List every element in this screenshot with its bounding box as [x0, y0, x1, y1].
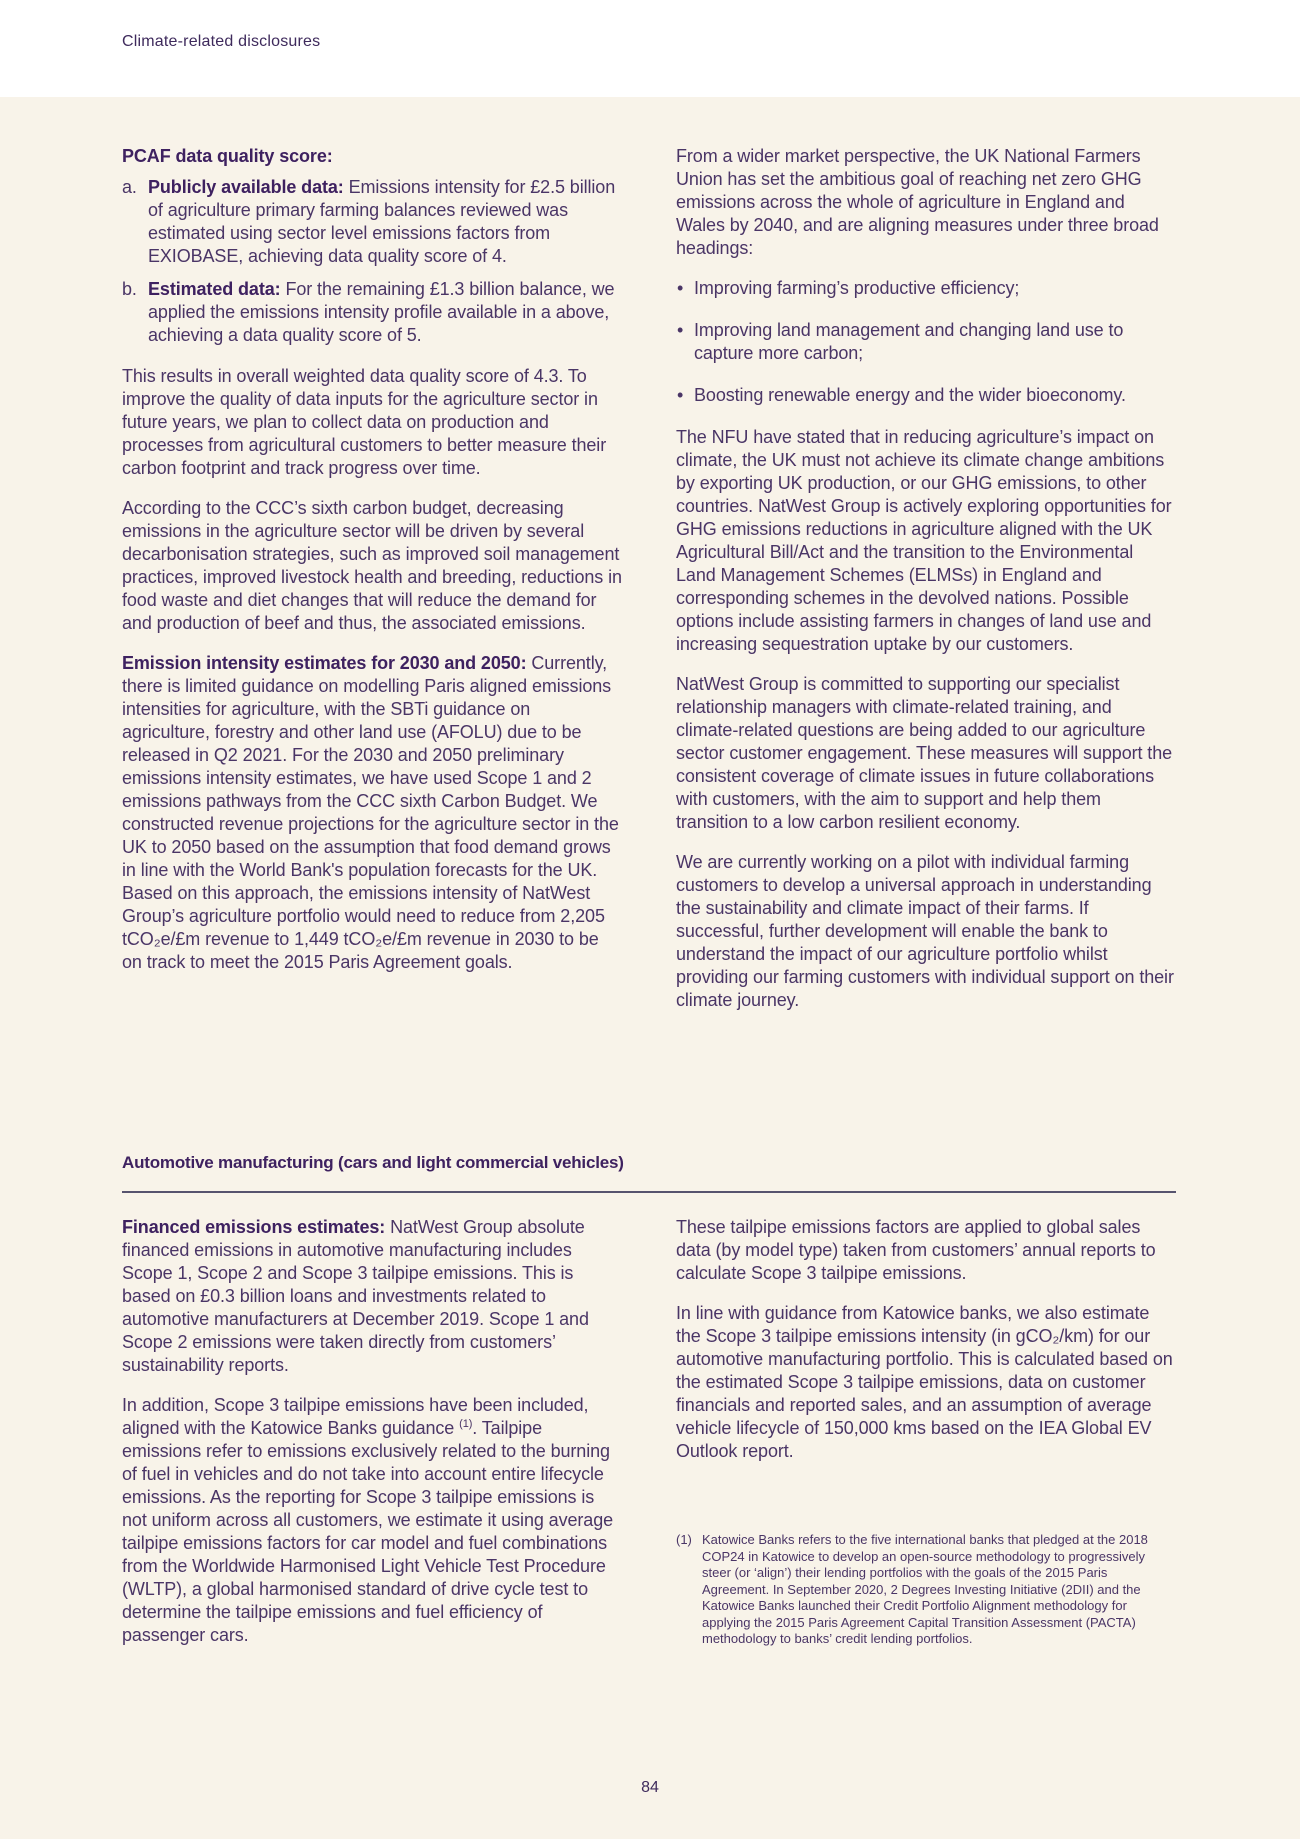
bullet-item: • Improving land management and changing land use to capture more carbon; [676, 319, 1176, 365]
footnote-reference: (1) [459, 1418, 473, 1430]
pcaf-heading: PCAF data quality score: [122, 146, 333, 166]
paragraph-text: Currently, there is limited guidance on modelling Paris aligned emissions intensities for agriculture, with the SBTi guidance on agriculture, forestry and other land use (AFOLU) due to be released in Q2 2021. For the 2030 and 2050 preliminary emissions intensity estimates, we have used Scope 1 and 2 emissions pathways from the CCC sixth Carbon Budget. We constructed revenue projections for the agriculture sector in the UK to 2050 based on the assumption that food demand grows in line with the World Bank's population forecasts for the UK. Based on this approach, the emissions intensity of NatWest Group’s agriculture portfolio would need to reduce from 2,205 tCO₂e/£m revenue to 1,449 tCO₂e/£m revenue in 2030 to be on track to meet the 2015 Paris Agreement goals. [122, 653, 619, 972]
bullet-item: • Boosting renewable energy and the wider bioeconomy. [676, 384, 1176, 407]
list-marker: a. [122, 177, 137, 197]
page-header-title: Climate-related disclosures [122, 33, 321, 50]
left-column [122, 145, 622, 1012]
list-item-a [122, 176, 622, 268]
section-agriculture [122, 145, 1176, 1012]
paragraph-text: In addition, Scope 3 tailpipe emissions have been included, aligned with the Katowice Banks guidance [122, 1395, 589, 1438]
paragraph-text: . Tailpipe emissions refer to emissions exclusively related to the burning of fuel in vehicles and do not take into account entire lifecycle emissions. As the reporting for Scope 3 tailpipe emissions is not uniform across all customers, we estimate it using average tailpipe emissions factors for car model and fuel combinations from the Worldwide Harmonised Light Vehicle Test Procedure (WLTP), a global harmonised standard of drive cycle test to determine the tailpipe emissions and fuel efficiency of passenger cars. [122, 1418, 614, 1645]
paragraph [122, 365, 622, 480]
paragraph-text: This results in overall weighted data quality score of 4.3. To improve the quality of data inputs for the agriculture sector in future years, we plan to collect data on production and processes from agricultural customers to better measure their carbon footprint and track progress over time. [122, 366, 607, 478]
list-item-lead: Publicly available data: [148, 177, 344, 197]
left-column [122, 1216, 622, 1647]
paragraph: We are currently working on a pilot with individual farming customers to develop a universal approach in understanding the sustainability and climate impact of their farms. If successful, further development will enable the bank to understand the impact of our agriculture portfolio whilst providing our farming customers with individual support on their climate journey. [676, 852, 1174, 1010]
list-item-b [122, 278, 622, 347]
footnote-text: Katowice Banks refers to the five international banks that pledged at the 2018 COP24 in Katowice to develop an open-source methodology to progressively steer (or ‘align’) their lending portfolios with the goals of the 2015 Paris Agreement. In September 2020, 2 Degrees Investing Initiative (2DII) and the Katowice Banks launched their Credit Portfolio Alignment methodology for applying the 2015 Paris Agreement Capital Transition Assessment (PACTA) methodology to banks’ credit lending portfolios. [702, 1532, 1148, 1646]
list-marker: b. [122, 279, 137, 299]
footnote [676, 1532, 1154, 1648]
paragraph [122, 652, 622, 974]
bullet-item: • Improving farming’s productive efficiency; [676, 277, 1176, 300]
paragraph-lead: Emission intensity estimates for 2030 and 2050: [122, 653, 527, 673]
paragraph-text: According to the CCC’s sixth carbon budget, decreasing emissions in the agriculture sector will be driven by several decarbonisation strategies, such as improved soil management practices, improved livestock health and breeding, reductions in food waste and diet changes that will reduce the demand for and production of beef and thus, the associated emissions. [122, 498, 622, 633]
nfu-headings-list [676, 277, 1176, 407]
pcaf-score-list [122, 176, 622, 347]
paragraph: NatWest Group is committed to supporting our specialist relationship managers with climate-related training, and climate-related questions are being added to our agriculture sector customer engagement. These measures will support the consistent coverage of climate issues in future collaborations with customers, with the aim to support and help them transition to a low carbon resilient economy. [676, 674, 1173, 832]
paragraph [122, 1216, 622, 1377]
right-column [676, 145, 1176, 1012]
paragraph: From a wider market perspective, the UK National Farmers Union has set the ambitious goal of reaching net zero GHG emissions across the whole of agriculture in England and Wales by 2040, and are aligning measures under three broad headings: [676, 146, 1159, 258]
page-number: 84 [641, 1779, 659, 1796]
paragraph: These tailpipe emissions factors are applied to global sales data (by model type) taken from customers’ annual reports to calculate Scope 3 tailpipe emissions. [676, 1217, 1156, 1283]
paragraph-lead: Financed emissions estimates: [122, 1217, 386, 1237]
list-item-lead: Estimated data: [148, 279, 281, 299]
paragraph [122, 497, 622, 635]
paragraph: The NFU have stated that in reducing agriculture’s impact on climate, the UK must not achieve its climate change ambitions by exporting UK production, or our GHG emissions, to other countries. NatWest Group is actively exploring opportunities for GHG emissions reductions in agriculture aligned with the UK Agricultural Bill/Act and the transition to the Environmental Land Management Schemes (ELMSs) in England and corresponding schemes in the devolved nations. Possible options include assisting farmers in changes of land use and increasing sequestration uptake by our customers. [676, 427, 1172, 654]
footnote-marker: (1) [676, 1532, 692, 1547]
paragraph-text: NatWest Group absolute financed emissions in automotive manufacturing includes Scope 1, Scope 2 and Scope 3 tailpipe emissions. This is based on £0.3 billion loans and investments related to automotive manufacturers at December 2019. Scope 1 and Scope 2 emissions were taken directly from customers’ sustainability reports. [122, 1217, 589, 1375]
list-item-text: For the remaining £1.3 billion balance, we applied the emissions intensity profile available in a above, achieving a data quality score of 5. [148, 279, 615, 345]
paragraph [122, 1394, 622, 1647]
list-item-text: Emissions intensity for £2.5 billion of agriculture primary farming balances reviewed was estimated using sector level emissions factors from EXIOBASE, achieving data quality score of 4. [148, 177, 616, 266]
section-divider [122, 1191, 1176, 1193]
automotive-section-heading: Automotive manufacturing (cars and light commercial vehicles) [122, 1153, 624, 1172]
paragraph: In line with guidance from Katowice banks, we also estimate the Scope 3 tailpipe emissions intensity (in gCO₂/km) for our automotive manufacturing portfolio. This is calculated based on the estimated Scope 3 tailpipe emissions, data on customer financials and reported sales, and an assumption of average vehicle lifecycle of 150,000 kms based on the IEA Global EV Outlook report. [676, 1303, 1173, 1461]
